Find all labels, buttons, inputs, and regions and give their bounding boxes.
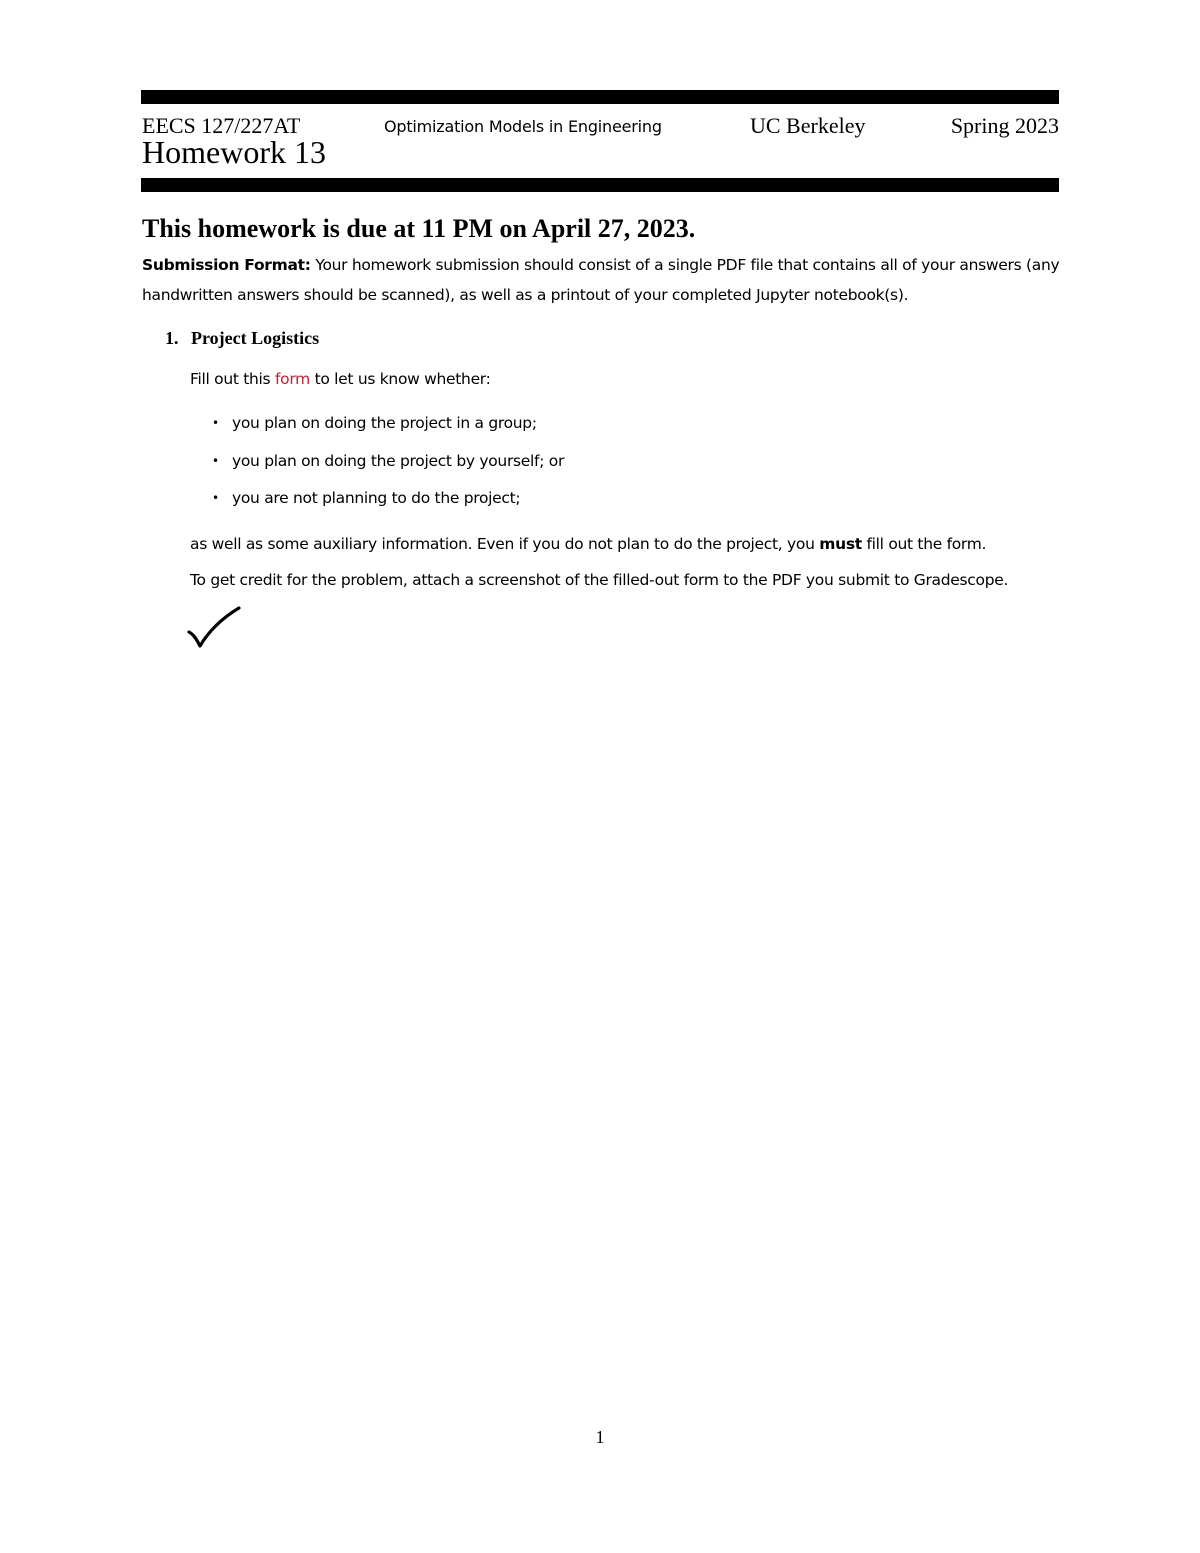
school-name: UC Berkeley [750,113,866,138]
problem-title: Project Logistics [191,328,320,348]
aux-text-before: as well as some auxiliary information. Even if you do not plan to do the project, you [190,535,815,553]
header-rule-bottom [141,178,1059,192]
bullet-icon: • [212,453,219,468]
page-number: 1 [595,1427,605,1447]
checkmark-icon [186,606,244,650]
list-item-text: you plan on doing the project in a group; [232,414,537,432]
bullet-icon: • [212,416,219,430]
course-code: EECS 127/227AT [142,113,301,138]
problem-intro [190,364,491,394]
course-title: Optimization Models in Engineering [384,117,662,136]
list-item [212,408,564,446]
intro-text-after: to let us know whether: [314,370,491,388]
form-link[interactable]: form [274,370,310,388]
term: Spring 2023 [950,113,1059,138]
problem-heading [165,328,319,349]
aux-text-bold: must [819,535,862,553]
list-item [212,483,564,521]
bullet-icon: • [212,491,219,505]
assignment-title: Homework 13 [142,134,326,170]
submission-format [142,250,1060,310]
header-rule-top [141,90,1059,104]
list-item-text: you are not planning to do the project; [232,489,521,507]
submission-text: Your homework submission should consist of a single PDF file that contains all of your answers (any handwritten answers should be scanned), as well as a printout of your completed Jupyter notebook(s). [142,256,1060,304]
submission-label: Submission Format: [142,256,311,274]
auxiliary-paragraph [190,529,986,559]
due-statement: This homework is due at 11 PM on April 27, 2023. [142,214,696,243]
credit-paragraph: To get credit for the problem, attach a screenshot of the filled-out form to the PDF you submit to Gradescope. [190,571,1009,589]
aux-text-after: fill out the form. [866,535,987,553]
intro-text-before: Fill out this [190,370,271,388]
options-list [212,408,564,521]
problem-number: 1. [165,328,179,348]
list-item [212,446,564,484]
list-item-text: you plan on doing the project by yourself; or [232,451,565,470]
